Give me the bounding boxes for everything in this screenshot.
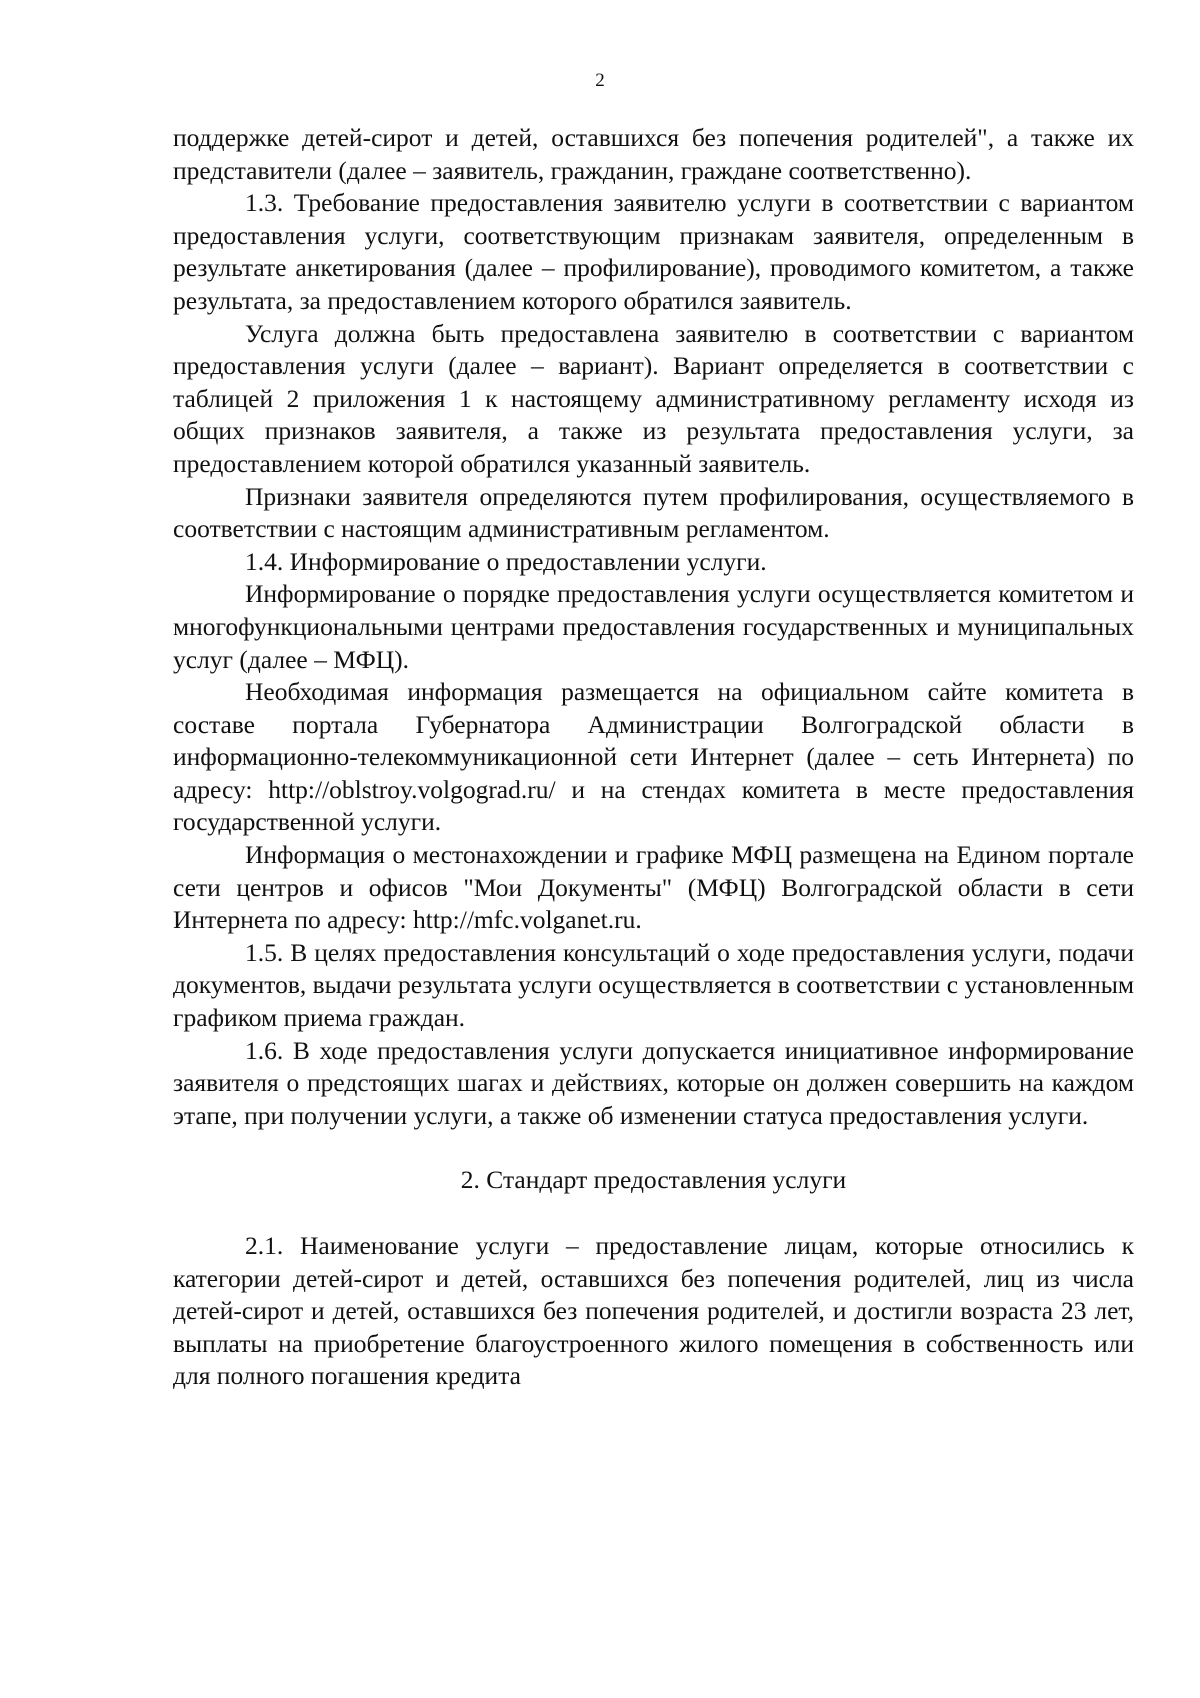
document-body xyxy=(173,122,1134,1393)
paragraph-continuation: поддержке детей-сирот и детей, оставшихся без попечения родителей", а также их представители (далее – заявитель, гражданин, граждане соответственно). xyxy=(173,123,1134,185)
paragraph-2-1: 2.1. Наименование услуги – предоставление лицам, которые относились к категории детей-сирот и детей, оставшихся без попечения родителей, лиц из числа детей-сирот и детей, оставшихся без попечения родителей, и достигли возраста 23 лет, выплаты на приобретение благоустроенного жилого помещения в собственность или для полного погашения кредита xyxy=(173,1231,1134,1391)
paragraph-1-4: 1.4. Информирование о предоставлении услуги. xyxy=(245,546,767,576)
paragraph-1-3: 1.3. Требование предоставления заявителю услуги в соответствии с вариантом предоставления услуги, соответствующим признакам заявителя, определенным в результате анкетирования (далее – профилирование), проводимого комитетом, а также результата, за предоставлением которого обратился заявитель. xyxy=(173,188,1134,315)
paragraph-1-5: 1.5. В целях предоставления консультаций о ходе предоставления услуги, подачи документов, выдачи результата услуги осуществляется в соответствии с установленным графиком приема граждан. xyxy=(173,937,1134,1033)
paragraph-1-6: 1.6. В ходе предоставления услуги допускается инициативное информирование заявителя о предстоящих шагах и действиях, которые он должен совершить на каждом этапе, при получении услуги, а также об изменении статуса предоставления услуги. xyxy=(173,1035,1134,1130)
paragraph-variant: Услуга должна быть предоставлена заявителю в соответствии с вариантом предоставления услуги (далее – вариант). Вариант определяется в соответствии с таблицей 2 приложения 1 к настоящему административному регламенту исходя из общих признаков заявителя, а также из результата предоставления услуги, за предоставлением которой обратился указанный заявитель. xyxy=(173,318,1134,478)
section-heading: 2. Стандарт предоставления услуги xyxy=(460,1165,847,1195)
page-number: 2 xyxy=(595,70,605,91)
paragraph-informing-order: Информирование о порядке предоставления услуги осуществляется комитетом и многофункциональными центрами предоставления государственных и муниципальных услуг (далее – МФЦ). xyxy=(173,579,1134,674)
paragraph-official-site: Необходимая информация размещается на официальном сайте комитета в составе портала Губернатора Администрации Волгоградской области в информационно-телекоммуникационной сети Интернет (далее – сеть Интернета) по адресу: http://oblstroy.volgograd.ru/ и на стендах комитета в месте предоставления государственной услуги. xyxy=(173,677,1134,837)
paragraph-mfc-location: Информация о местонахождении и графике МФЦ размещена на Едином портале сети центров и офисов "Мои Документы" (МФЦ) Волгоградской области в сети Интернета по адресу: http://mfc.volganet.ru. xyxy=(173,840,1134,935)
paragraph-applicant-features: Признаки заявителя определяются путем профилирования, осуществляемого в соответствии с настоящим административным регламентом. xyxy=(173,481,1134,544)
